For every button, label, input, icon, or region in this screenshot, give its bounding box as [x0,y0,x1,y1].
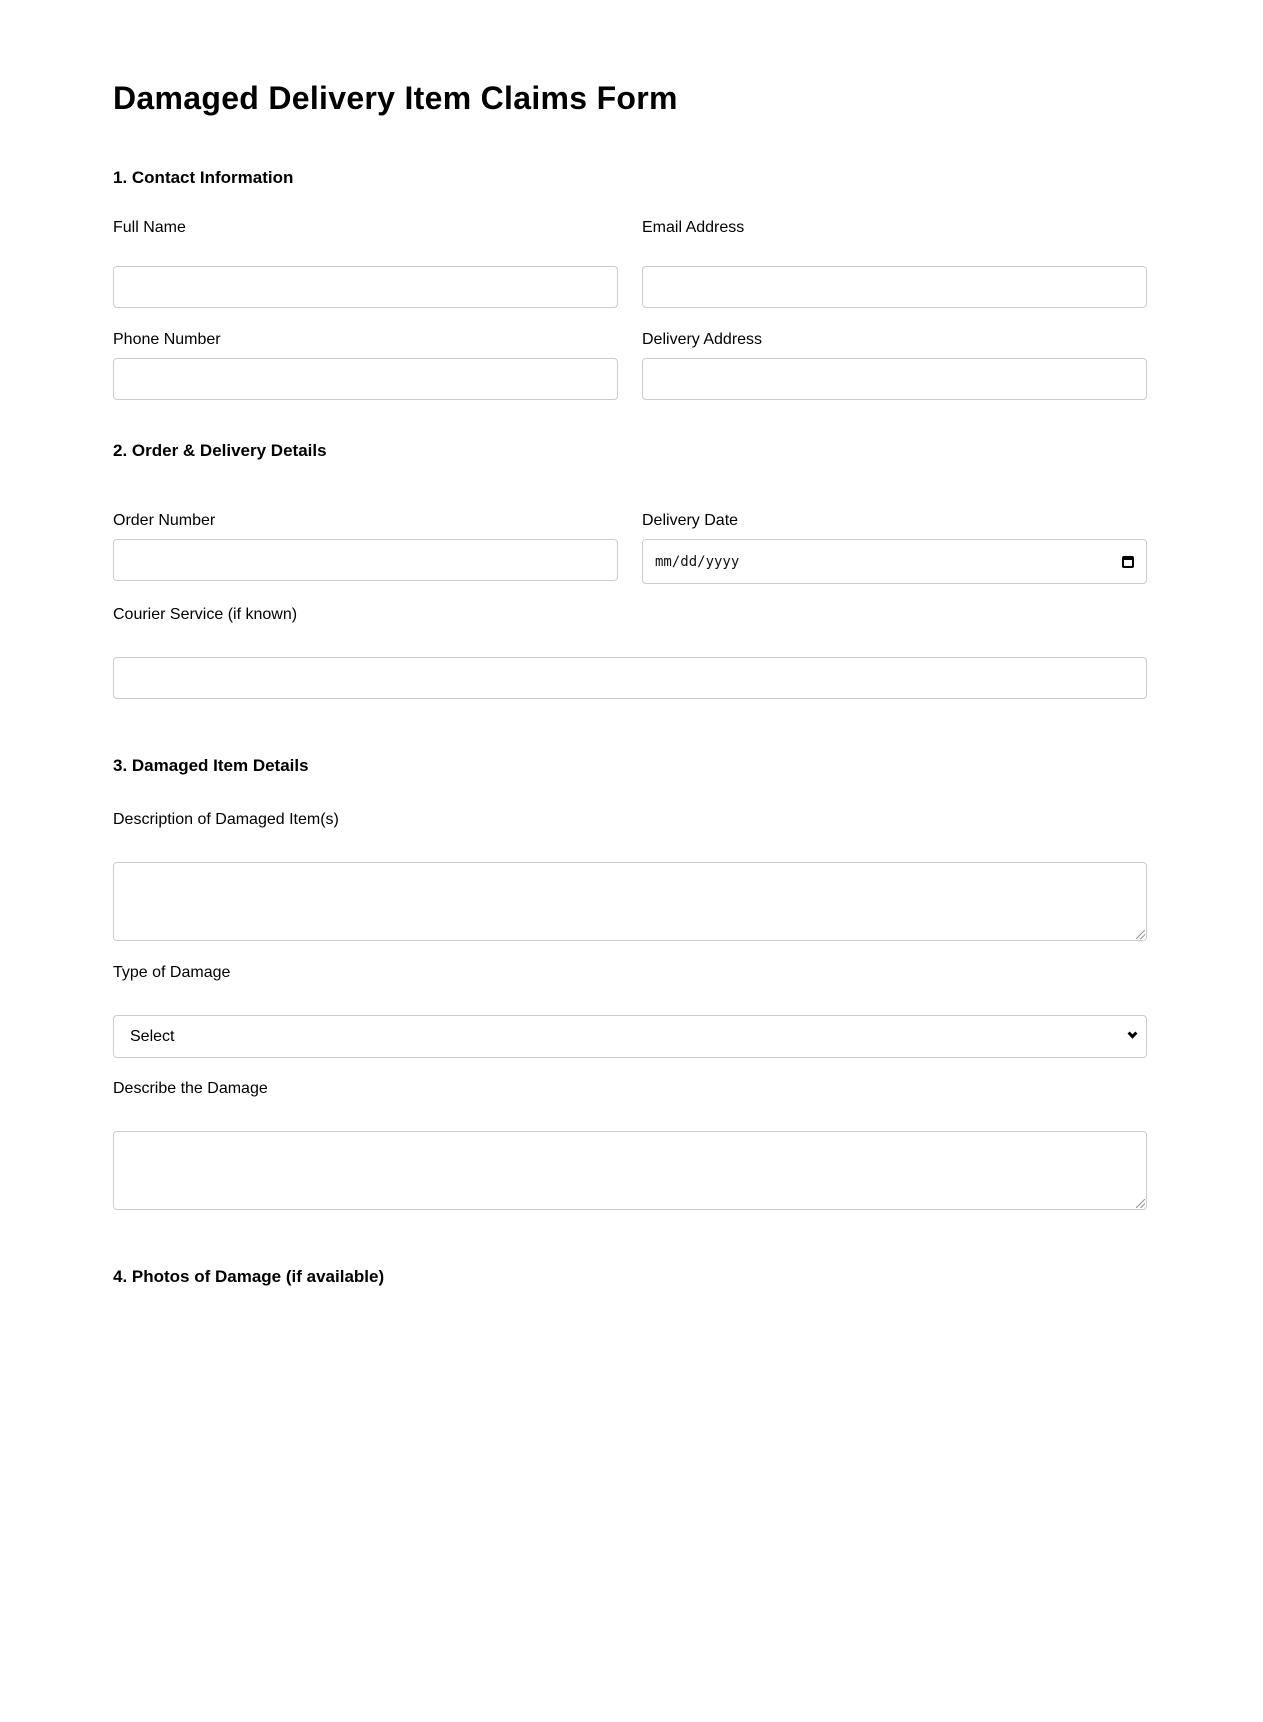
damage-description-textarea[interactable] [113,1131,1147,1210]
delivery-address-label: Delivery Address [642,331,763,348]
section-title-contact: 1. Contact Information [113,168,294,187]
delivery-date-label: Delivery Date [642,512,739,529]
resize-grip-icon[interactable] [1136,1199,1145,1208]
resize-grip-icon[interactable] [1136,930,1145,939]
email-label: Email Address [642,219,745,236]
full-name-label: Full Name [113,219,186,236]
page-title: Damaged Delivery Item Claims Form [113,80,678,116]
delivery-address-input[interactable] [642,358,1147,400]
delivery-date-input[interactable] [642,539,1147,584]
item-description-label: Description of Damaged Item(s) [113,811,339,828]
item-description-textarea[interactable] [113,862,1147,941]
damage-type-selected: Select [130,1027,175,1045]
full-name-input[interactable] [113,266,618,308]
section-title-order: 2. Order & Delivery Details [113,441,327,460]
damage-type-label: Type of Damage [113,964,231,981]
section-title-damaged-item: 3. Damaged Item Details [113,756,309,775]
damage-description-label: Describe the Damage [113,1080,268,1097]
order-number-input[interactable] [113,539,618,581]
email-input[interactable] [642,266,1147,308]
delivery-date-placeholder: mm/dd/yyyy [655,553,740,570]
damage-type-select[interactable] [113,1015,1147,1058]
courier-label: Courier Service (if known) [113,606,298,623]
phone-input[interactable] [113,358,618,400]
section-title-photos: 4. Photos of Damage (if available) [113,1267,385,1286]
calendar-icon[interactable] [1122,556,1134,568]
phone-label: Phone Number [113,331,221,348]
chevron-down-icon [1128,1029,1138,1039]
courier-input[interactable] [113,657,1147,699]
order-number-label: Order Number [113,512,216,529]
